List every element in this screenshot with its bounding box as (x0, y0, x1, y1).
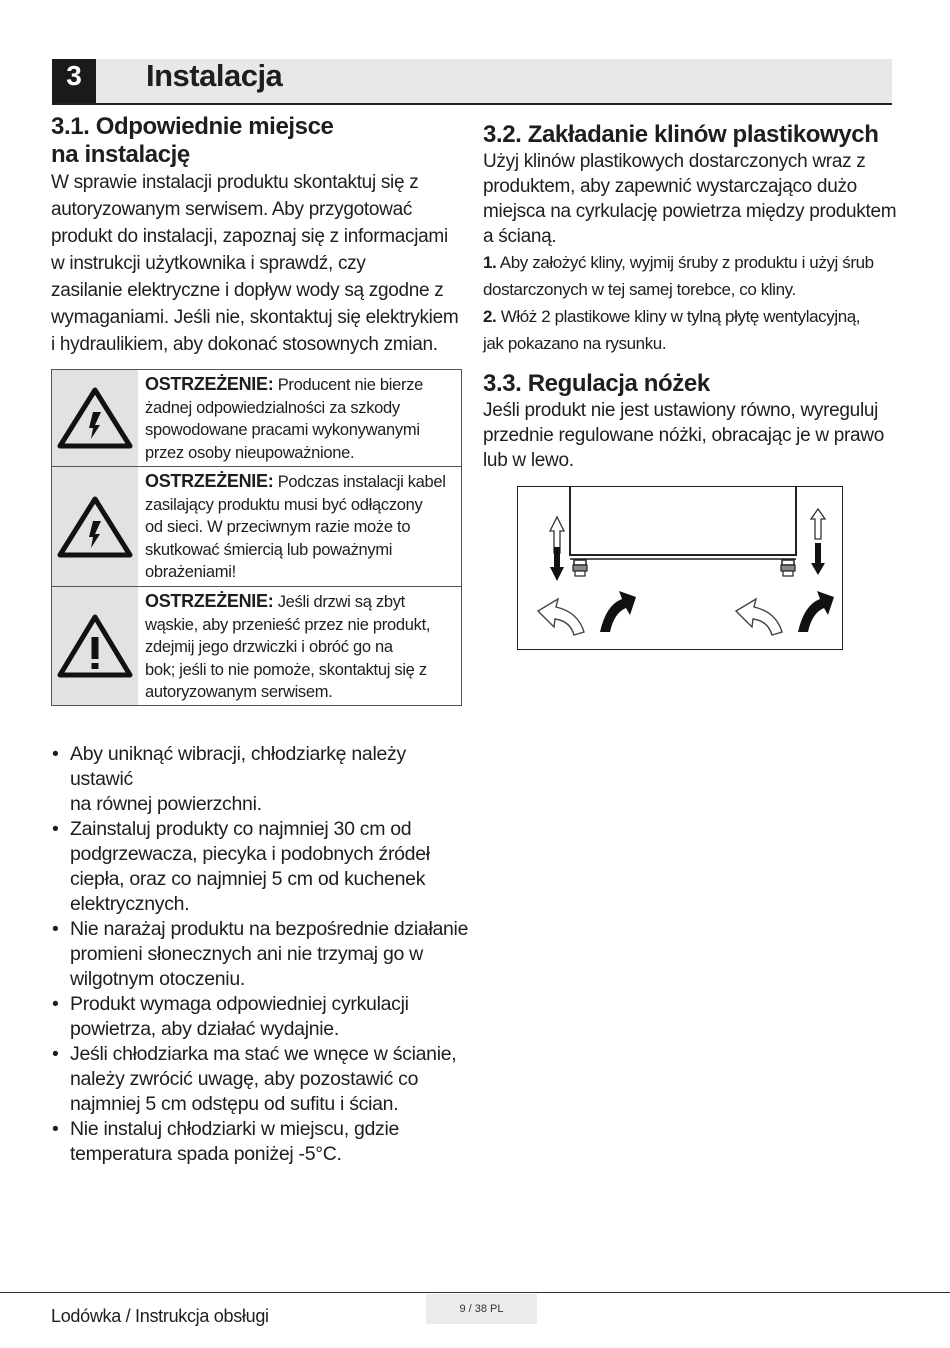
paragraph-line: produkt do instalacji, zapoznaj się z informacjami (51, 226, 448, 247)
step-line: jak pokazano na rysunku. (483, 334, 667, 353)
warning-line: żadnej odpowiedzialności za szkody (145, 398, 400, 417)
list-item-line: Nie instaluj chłodziarki w miejscu, gdzie (70, 1118, 400, 1140)
list-item-line: wilgotnym otoczeniu. (70, 968, 246, 990)
list-item (52, 917, 472, 992)
warning-line: bok; jeśli to nie pomoże, skontaktuj się z (145, 660, 427, 679)
section-3-1-title-line2: na instalację (51, 141, 190, 168)
warnings-table (51, 369, 462, 706)
list-item (52, 1042, 472, 1117)
section-3-3-title: 3.3. Regulacja nóżek (483, 370, 710, 397)
step-number: 2. (483, 307, 497, 326)
left-foot-icon (573, 560, 587, 576)
list-item-line: elektrycznych. (70, 893, 190, 915)
warning-line: obrażeniami! (145, 563, 236, 581)
footer-title: Lodówka / Instrukcja obsługi (51, 1306, 269, 1326)
chapter-title: Instalacja (146, 58, 283, 93)
section-3-1-title-line1: 3.1. Odpowiednie miejsce (51, 113, 334, 140)
warning-label: OSTRZEŻENIE: (145, 374, 274, 394)
section-3-3-paragraph (483, 398, 903, 473)
warning-label: OSTRZEŻENIE: (145, 591, 274, 611)
list-item-line: Zainstaluj produkty co najmniej 30 cm od (70, 818, 412, 840)
list-item-line: Produkt wymaga odpowiedniej cyrkulacji (70, 993, 409, 1015)
list-item-line: podgrzewacza, piecyka i podobnych źródeł (70, 843, 430, 865)
paragraph-line: a ścianą. (483, 226, 557, 247)
step-line: Aby założyć kliny, wyjmij śruby z produktu i użyj śrub (496, 253, 874, 272)
rotate-left-arrow-icon (736, 599, 782, 635)
warning-text (138, 587, 438, 705)
list-item (52, 817, 472, 917)
list-item-line: na równej powierzchni. (70, 793, 262, 815)
paragraph-line: Użyj klinów plastikowych dostarczonych wraz z (483, 151, 866, 172)
paragraph-line: W sprawie instalacji produktu skontaktuj się z (51, 172, 419, 193)
warning-text (138, 467, 454, 586)
step-1 (483, 249, 903, 303)
warning-row (52, 370, 461, 466)
list-item-line: ciepła, oraz co najmniej 5 cm od kuchenek (70, 868, 426, 890)
list-item-line: Nie narażaj produktu na bezpośrednie działanie (70, 918, 469, 940)
list-item-line: Jeśli chłodziarka ma stać we wnęce w ścianie, (70, 1043, 457, 1065)
step-number: 1. (483, 253, 497, 272)
warning-line: autoryzowanym serwisem. (145, 683, 333, 701)
warning-line: przez osoby nieupoważnione. (145, 443, 355, 462)
warning-row (52, 466, 461, 586)
list-item-line: należy zwrócić uwagę, aby pozostawić co (70, 1068, 419, 1090)
list-item-line: powietrza, aby działać wydajnie. (70, 1018, 339, 1040)
section-3-2-title: 3.2. Zakładanie klinów plastikowych (483, 121, 879, 148)
foot-adjustment-illustration (517, 486, 843, 650)
right-up-down-arrows-icon (811, 509, 825, 575)
list-item (52, 992, 472, 1042)
step-line: Włóż 2 plastikowe kliny w tylną płytę wentylacyjną, (496, 307, 861, 326)
section-3-1 (51, 113, 471, 358)
installation-tips-list (52, 742, 472, 1167)
section-3-3 (483, 370, 903, 473)
list-item (52, 1117, 472, 1167)
chapter-number: 3 (52, 59, 96, 103)
warning-line: Producent nie bierze (273, 376, 424, 394)
step-2 (483, 303, 903, 357)
section-3-2 (483, 121, 903, 357)
warning-line: zdejmij jego drzwiczki i obróć go na (145, 638, 393, 656)
warning-row (52, 586, 461, 705)
warning-label: OSTRZEŻENIE: (145, 471, 274, 491)
warning-line: od sieci. W przeciwnym razie może to (145, 518, 411, 536)
paragraph-line: przednie regulowane nóżki, obracając je w prawo (483, 425, 884, 446)
warning-line: Podczas instalacji kabel (273, 473, 446, 491)
rotate-left-arrow-icon (538, 599, 584, 635)
step-line: dostarczonych w tej samej torebce, co kliny. (483, 280, 796, 299)
list-item-line: najmniej 5 cm odstępu od sufitu i ścian. (70, 1093, 399, 1115)
paragraph-line: wymaganiami. Jeśli nie, skontaktuj się elektrykiem (51, 307, 459, 328)
paragraph-line: Jeśli produkt nie jest ustawiony równo, wyreguluj (483, 400, 879, 421)
warning-text (138, 370, 431, 466)
rotate-right-arrow-icon (600, 591, 636, 632)
section-3-1-title (51, 113, 471, 169)
paragraph-line: w instrukcji użytkownika i sprawdź, czy (51, 253, 366, 274)
paragraph-line: miejsca na cyrkulację powietrza między produktem (483, 201, 897, 222)
chapter-header (52, 59, 892, 105)
warning-line: spowodowane pracami wykonywanymi (145, 421, 420, 439)
warning-line: wąskie, aby przenieść przez nie produkt, (145, 615, 431, 634)
page-number: 9 / 38 PL (426, 1294, 537, 1324)
footer-divider (0, 1292, 950, 1293)
warning-line: skutkować śmiercią lub poważnymi (145, 540, 393, 559)
paragraph-line: autoryzowanym serwisem. Aby przygotować (51, 199, 413, 220)
list-item-line: promieni słonecznych ani nie trzymaj go w (70, 943, 423, 965)
left-up-down-arrows-icon (550, 517, 564, 581)
paragraph-line: produktem, aby zapewnić wystarczająco dużo (483, 176, 857, 197)
warning-line: Jeśli drzwi są zbyt (273, 593, 405, 611)
electric-hazard-icon (52, 467, 138, 586)
section-3-2-paragraph (483, 149, 903, 249)
paragraph-line: i hydraulikiem, aby dokonać stosownych zmian. (51, 334, 438, 355)
rotate-right-arrow-icon (798, 591, 834, 632)
paragraph-line: lub w lewo. (483, 450, 574, 471)
list-item-line: temperatura spada poniżej -5°C. (70, 1143, 342, 1165)
general-warning-icon (52, 587, 138, 705)
list-item (52, 742, 472, 817)
right-foot-icon (781, 560, 795, 576)
electric-hazard-icon (52, 370, 138, 466)
warning-line: zasilający produktu musi być odłączony (145, 495, 423, 514)
paragraph-line: zasilanie elektryczne i dopływ wody są zgodne z (51, 280, 444, 301)
section-3-1-paragraph (51, 169, 471, 358)
list-item-line: Aby uniknąć wibracji, chłodziarkę należy ustawić (70, 743, 406, 790)
